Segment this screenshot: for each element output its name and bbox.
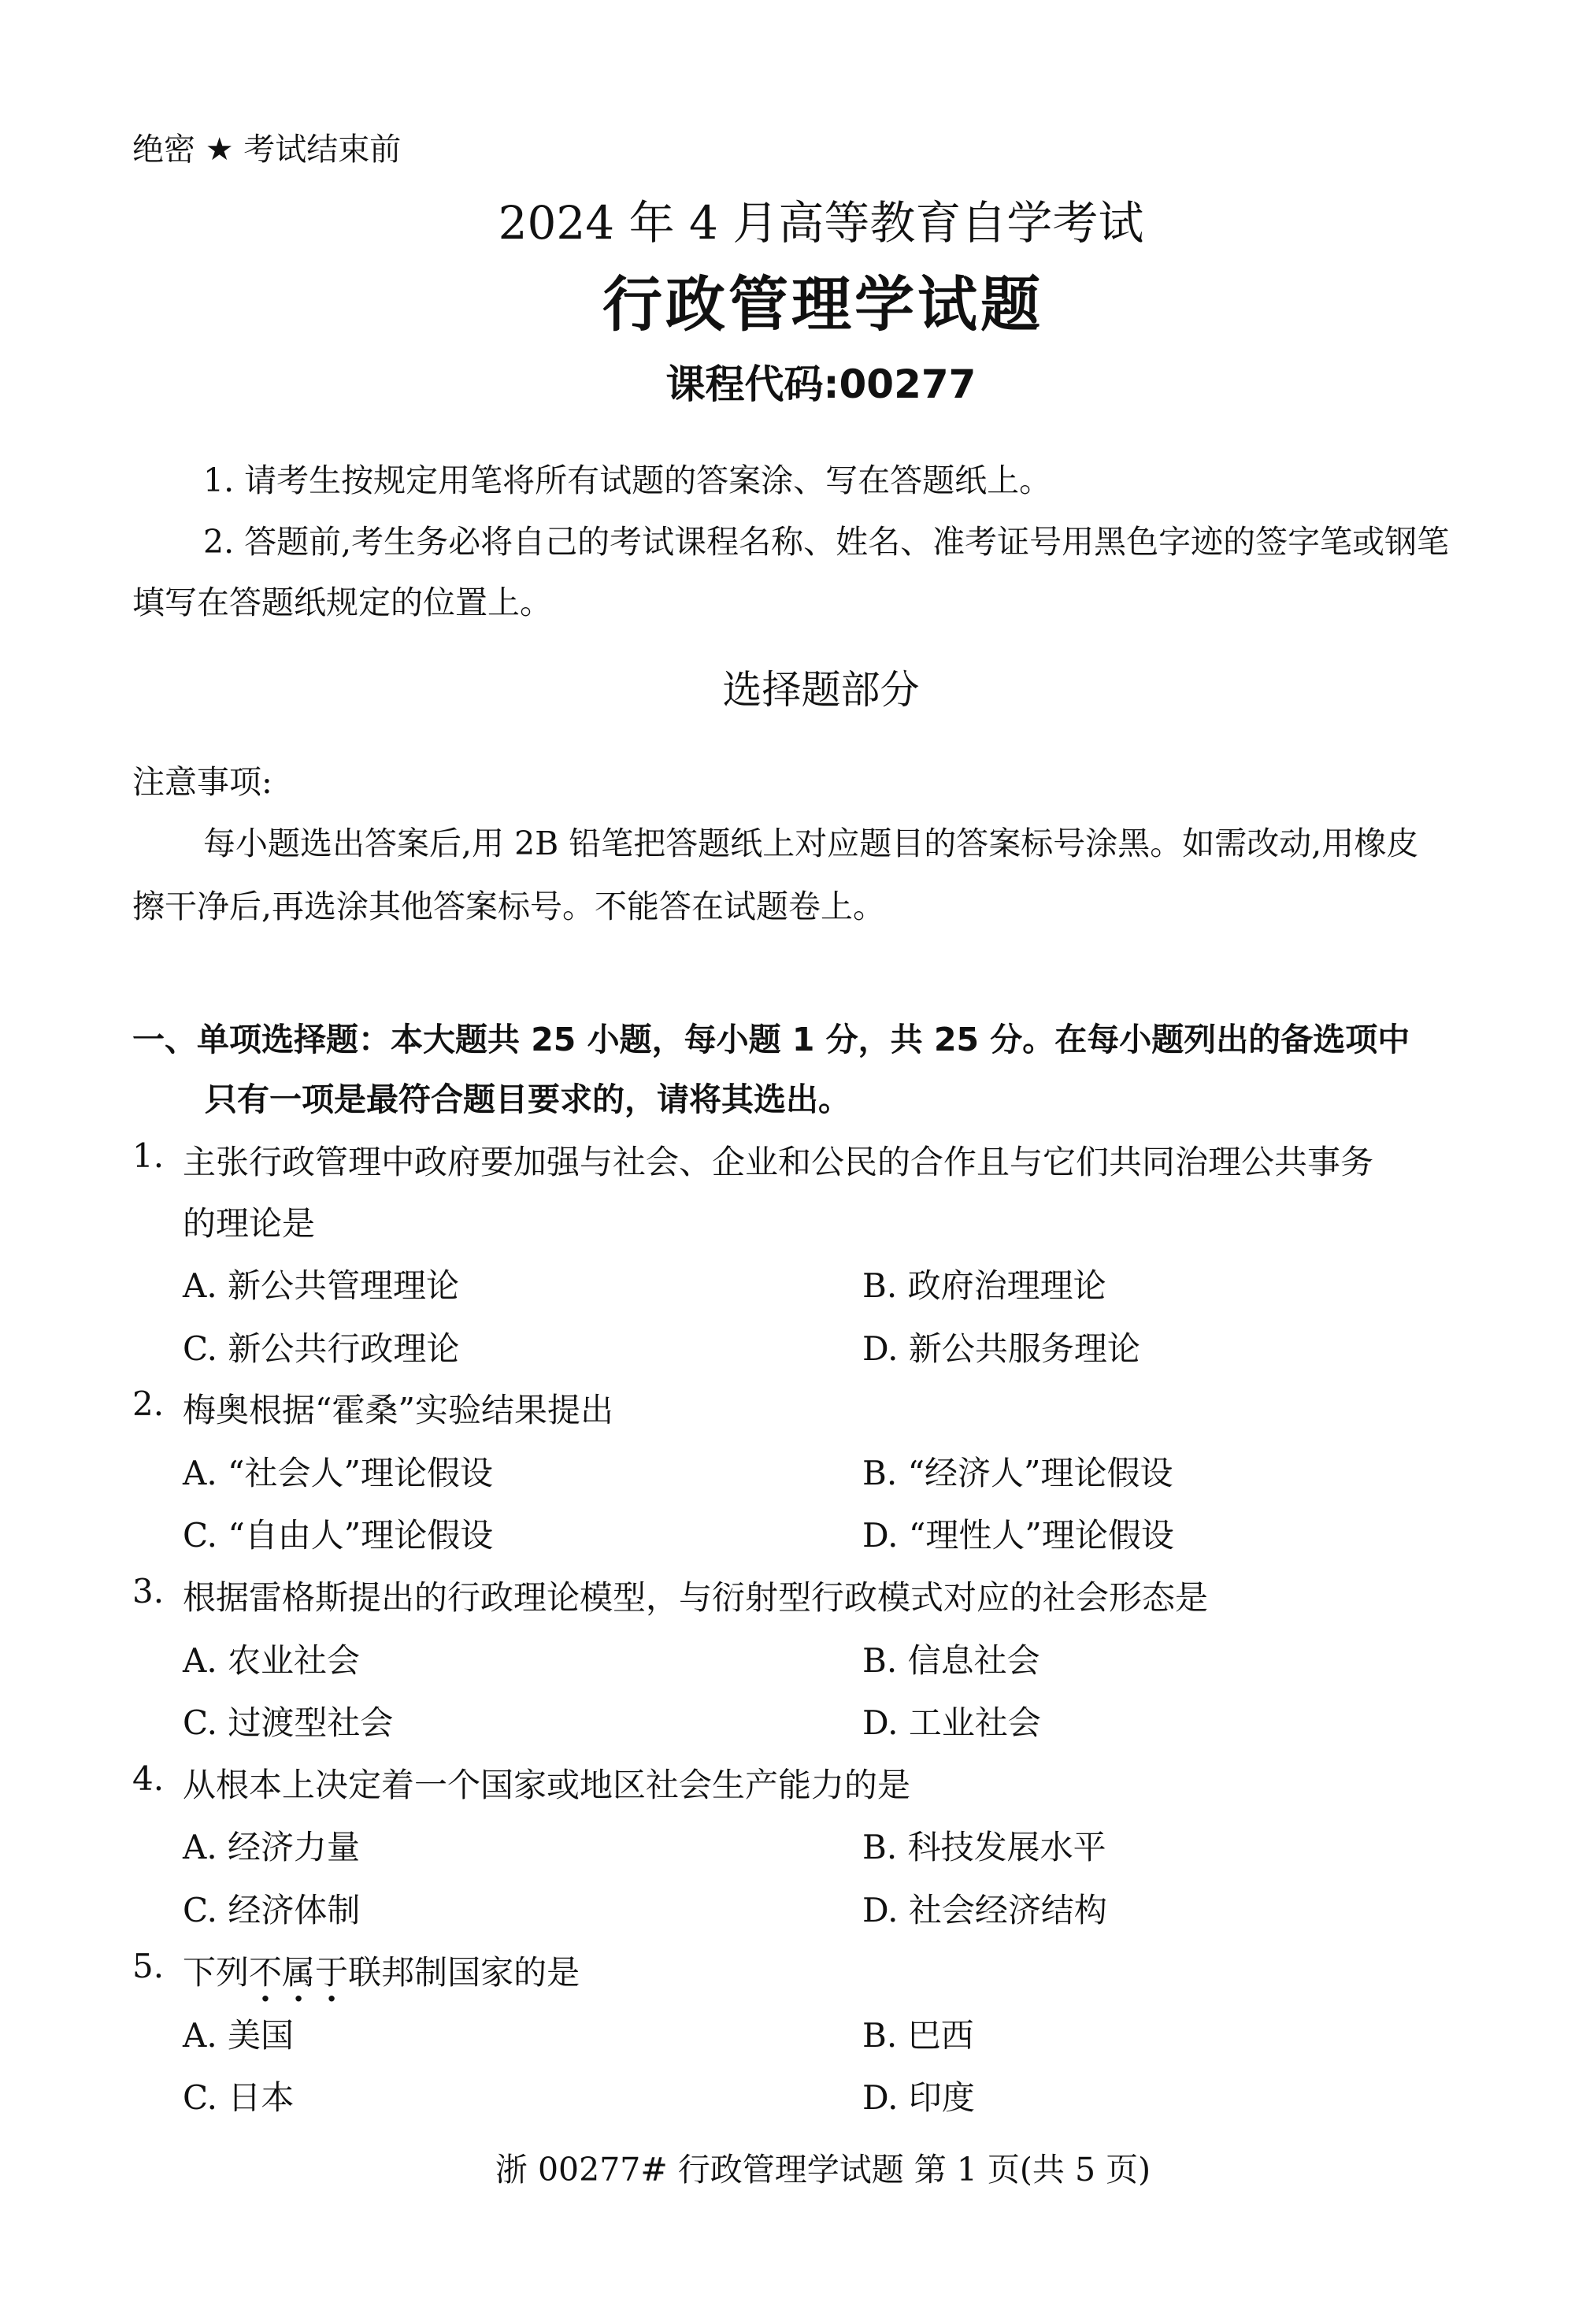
question-5-option-d: D. 印度 — [862, 2078, 975, 2117]
question-1-option-a: A. 新公共管理理论 — [183, 1266, 460, 1305]
question-4-stem: 从根本上决定着一个国家或地区社会生产能力的是 — [183, 1766, 911, 1804]
question-1-option-d: D. 新公共服务理论 — [862, 1329, 1140, 1368]
question-4-option-b: B. 科技发展水平 — [862, 1828, 1106, 1866]
question-5-option-b: B. 巴西 — [862, 2016, 974, 2055]
question-4-option-a: A. 经济力量 — [183, 1828, 361, 1866]
instruction-2: 2. 答题前,考生务必将自己的考试课程名称、姓名、准考证号用黑色字迹的签字笔或钢笔 — [203, 523, 1450, 561]
section-title: 选择题部分 — [722, 667, 920, 713]
question-2-stem: 梅奥根据“霍桑”实验结果提出 — [183, 1391, 613, 1429]
question-number: 1. — [132, 1136, 165, 1175]
question-4-option-d: D. 社会经济结构 — [862, 1891, 1107, 1929]
question-number: 3. — [132, 1572, 165, 1610]
question-4-option-c: C. 经济体制 — [183, 1891, 361, 1929]
question-3-option-c: C. 过渡型社会 — [183, 1703, 394, 1742]
question-3-option-b: B. 信息社会 — [862, 1641, 1040, 1680]
part1-heading: 一、单项选择题：本大题共 25 小题，每小题 1 分，共 25 分。在每小题列出的备选项中 — [132, 1021, 1410, 1058]
question-5-option-a: A. 美国 — [183, 2016, 295, 2055]
question-2-option-b: B. “经济人”理论假设 — [862, 1454, 1173, 1492]
question-1-stem: 主张行政管理中政府要加强与社会、企业和公民的合作且与它们共同治理公共事务 — [183, 1143, 1374, 1181]
page-footer: 浙 00277# 行政管理学试题 第 1 页(共 5 页) — [495, 2151, 1151, 2189]
question-number: 4. — [132, 1759, 165, 1798]
notes-label: 注意事项: — [132, 763, 272, 801]
part1-heading-cont: 只有一项是最符合题目要求的，请将其选出。 — [205, 1080, 850, 1118]
question-3-option-d: D. 工业社会 — [862, 1703, 1041, 1742]
question-1-option-c: C. 新公共行政理论 — [183, 1329, 460, 1368]
question-1-stem-cont: 的理论是 — [183, 1204, 316, 1243]
instruction-2-cont: 填写在答题纸规定的位置上。 — [132, 584, 552, 621]
emphasis-char: 于 — [315, 1953, 349, 1992]
stem-text: 联邦制国家的是 — [348, 1953, 580, 1992]
question-2-option-c: C. “自由人”理论假设 — [183, 1516, 494, 1555]
notes-line-1: 每小题选出答案后,用 2B 铅笔把答题纸上对应题目的答案标号涂黑。如需改动,用橡皮 — [203, 825, 1419, 862]
confidential-mark: 绝密 ★ 考试结束前 — [132, 132, 402, 168]
exam-title: 2024 年 4 月高等教育自学考试 — [498, 196, 1144, 250]
question-3-stem: 根据雷格斯提出的行政理论模型，与衍射型行政模式对应的社会形态是 — [183, 1578, 1209, 1617]
emphasis-char: 不 — [249, 1953, 283, 1992]
question-number: 2. — [132, 1384, 165, 1423]
subject-title: 行政管理学试题 — [602, 269, 1043, 339]
question-2-option-a: A. “社会人”理论假设 — [183, 1454, 493, 1492]
question-5-stem — [183, 1947, 580, 1994]
stem-text: 下列 — [183, 1953, 250, 1992]
instruction-1: 1. 请考生按规定用笔将所有试题的答案涂、写在答题纸上。 — [203, 461, 1052, 499]
question-5-option-c: C. 日本 — [183, 2078, 295, 2117]
question-2-option-d: D. “理性人”理论假设 — [862, 1516, 1174, 1555]
course-code: 课程代码:00277 — [665, 361, 976, 407]
question-number: 5. — [132, 1947, 165, 1985]
question-3-option-a: A. 农业社会 — [183, 1641, 361, 1680]
question-1-option-b: B. 政府治理理论 — [862, 1266, 1106, 1305]
emphasis-char: 属 — [282, 1953, 316, 1992]
notes-line-2: 擦干净后,再选涂其他答案标号。不能答在试题卷上。 — [132, 888, 886, 925]
